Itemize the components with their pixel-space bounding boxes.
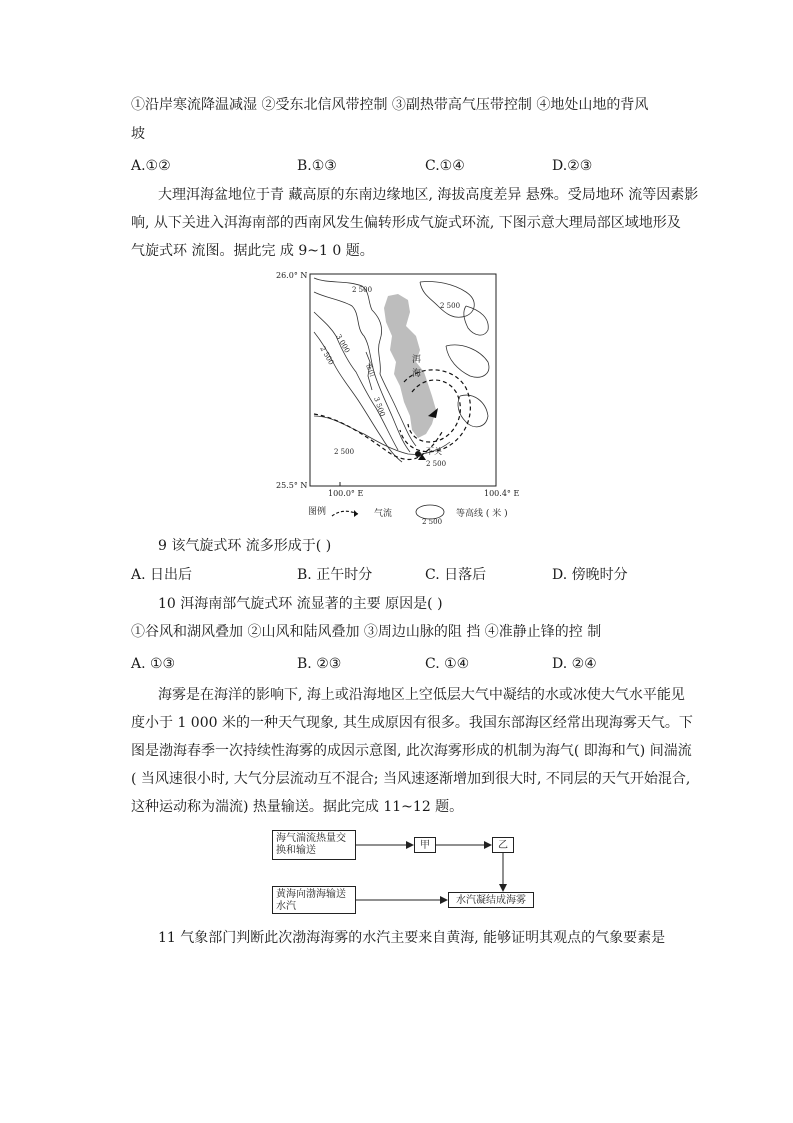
flow-arrowhead	[499, 884, 507, 892]
town-label: 下关	[426, 447, 442, 456]
contour-label: 2 500	[318, 345, 336, 367]
passage1-line3: 气旋式环 流图。据此完 成 9~1 0 题。	[131, 243, 374, 259]
q8-option-d: D.②③	[552, 158, 593, 174]
q8-option-a: A.①②	[131, 158, 171, 174]
q10-option-c: C. ①④	[425, 656, 470, 672]
q11-stem: 11 气象部门判断此次渤海海雾的水汽主要来自黄海, 能够证明其观点的气象要素是	[158, 930, 666, 946]
contour-label: 3 500	[372, 395, 387, 418]
flow-arrowhead	[440, 896, 448, 904]
q10-option-b: B. ②③	[297, 656, 342, 672]
fog-flowchart	[272, 828, 542, 914]
passage2-line2: 度小于 1 000 米的一种天气现象, 其生成原因有很多。我国东部海区经常出现海雾天气。下	[131, 715, 693, 731]
q9-option-c: C. 日落后	[425, 567, 487, 583]
passage1-line1: 大理洱海盆地位于青 藏高原的东南边缘地区, 海拔高度差异 悬殊。受局地环 流等因素影	[158, 187, 699, 203]
legend-title: 图例	[308, 507, 327, 517]
passage2-line3: 图是渤海春季一次持续性海雾的成因示意图, 此次海雾形成的机制为海气( 即海和气) 间湍流	[131, 743, 692, 759]
legend-airflow-arrow	[354, 510, 358, 517]
contour-label: 2 500	[352, 286, 373, 294]
q10-option-a: A. ①③	[131, 656, 176, 672]
lon-right-label: 100.4° E	[484, 489, 520, 498]
flow-box-fog-condensation: 水汽凝结成海雾	[448, 892, 534, 908]
flow-box-jia: 甲	[414, 837, 436, 853]
contour-label: 2 500	[334, 448, 355, 456]
lat-bottom-label: 25.5° N	[276, 481, 308, 490]
flow-box-heat-exchange: 海气湍流热量交换和输送	[272, 830, 356, 860]
flow-arrowhead	[484, 841, 492, 849]
flow-arrows	[272, 828, 542, 914]
q8-stem-options: ①沿岸寒流降温减湿 ②受东北信风带控制 ③副热带高气压带控制 ④地处山地的背风	[131, 97, 649, 113]
q9-stem: 9 该气旋式环 流多形成于( )	[158, 538, 332, 554]
legend-contour-label: 等高线 ( 米 )	[456, 509, 508, 519]
flow-box-yi: 乙	[492, 837, 514, 853]
flow-box-yellow-sea-vapor: 黄海向渤海输送水汽	[272, 886, 356, 914]
passage2-line4: ( 当风速很小时, 大气分层流动互不混合; 当风速逐渐增加到很大时, 不同层的天气开始混合,	[131, 771, 691, 787]
passage2-line5: 这种运动称为湍流) 热量输送。据此完成 11~12 题。	[131, 799, 464, 815]
q10-items: ①谷风和湖风叠加 ②山风和陆风叠加 ③周边山脉的阻 挡 ④准静止锋的控 制	[131, 624, 602, 640]
legend-contour-value: 2 500	[422, 518, 443, 526]
flow-arrowhead	[406, 841, 414, 849]
q9-option-b: B. 正午时分	[297, 567, 373, 583]
lake-label-1: 洱	[412, 355, 422, 365]
legend-airflow-label: 气流	[374, 509, 393, 519]
q9-option-a: A. 日出后	[131, 567, 193, 583]
q8-stem-cont: 坡	[131, 126, 145, 142]
lake-label-2: 海	[412, 369, 422, 379]
contour-label: 2 500	[426, 460, 447, 468]
town-dot	[415, 451, 421, 457]
topographic-map	[270, 266, 530, 528]
q10-option-d: D. ②④	[552, 656, 597, 672]
q8-option-b: B.①③	[297, 158, 337, 174]
lon-left-label: 100.0° E	[328, 489, 364, 498]
lat-top-label: 26.0° N	[276, 271, 308, 280]
passage1-line2: 响, 从下关进入洱海南部的西南风发生偏转形成气旋式环流, 下图示意大理局部区域地形及	[131, 215, 681, 231]
range-label: 苍山	[364, 361, 377, 378]
airflow-cyclone	[314, 370, 470, 460]
q10-stem: 10 洱海南部气旋式环 流显著的主要 原因是( )	[158, 596, 443, 612]
contour-label: 2 500	[440, 302, 461, 310]
q9-option-d: D. 傍晚时分	[552, 567, 628, 583]
q8-option-c: C.①④	[425, 158, 465, 174]
contour-label: 3 000	[334, 333, 352, 355]
legend-contour-symbol	[416, 505, 444, 519]
passage2-line1: 海雾是在海洋的影响下, 海上或沿海地区上空低层大气中凝结的水或冰使大气水平能见	[158, 687, 685, 703]
